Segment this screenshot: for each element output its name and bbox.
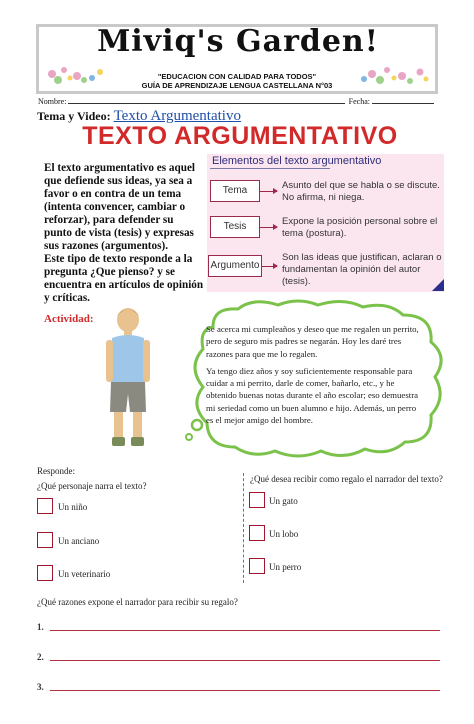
divider: [243, 473, 244, 583]
divider: [210, 168, 330, 169]
brand-title: Miviq's Garden!: [97, 24, 379, 59]
option-label: Un niño: [58, 502, 88, 512]
topic-video-link[interactable]: Texto Argumentativo: [113, 108, 241, 124]
topic-label: Tema y Video:: [37, 109, 111, 123]
tag-argumento: Argumento: [208, 255, 262, 277]
arrow-icon: [260, 227, 277, 228]
checkbox-un-anciano[interactable]: [37, 532, 53, 548]
name-date-row: [38, 97, 438, 106]
checkbox-un-lobo[interactable]: [249, 525, 265, 541]
option-label: Un perro: [269, 562, 302, 572]
desc-argumento: Son las ideas que justifican, aclaran o fundamentan la opinión del autor (tesis).: [282, 252, 442, 287]
activity-text: [206, 323, 420, 431]
option-label: Un gato: [269, 496, 298, 506]
slogan: "EDUCACION CON CALIDAD PARA TODOS": [157, 72, 317, 81]
desc-tesis: Expone la posición personal sobre el tema (postura).: [282, 216, 438, 239]
corner-fold: [432, 279, 444, 291]
arrow-icon: [262, 266, 277, 267]
intro-paragraph: Este tipo de texto responde a la pregunta ¿Que pienso? y se encuentra en artículos de opinión y críticas.: [44, 253, 204, 304]
date-label: Fecha:: [348, 97, 370, 106]
answer-line-2[interactable]: [50, 660, 440, 661]
activity-paragraph: Ya tengo diez años y soy suficientemente responsable para cuidar a mi perrito, darle de comer, bañarlo, etc., y he obtenido buenas notas durante el año escolar; eso demuestra mi seriedad como un buen alumno e hijo. Además, un perro es el mejor amigo del hombre.: [206, 365, 419, 426]
page-title: TEXTO ARGUMENTATIVO: [82, 122, 398, 150]
question-3: ¿Qué razones expone el narrador para recibir su regalo?: [37, 597, 238, 607]
date-field[interactable]: [372, 97, 434, 104]
checkbox-un-gato[interactable]: [249, 492, 265, 508]
answer-number: 1.: [37, 622, 44, 632]
answer-line-3[interactable]: [50, 690, 440, 691]
name-label: Nombre:: [38, 97, 67, 106]
tag-tesis: Tesis: [210, 216, 260, 238]
checkbox-un-perro[interactable]: [249, 558, 265, 574]
option-label: Un veterinario: [58, 569, 111, 579]
option-label: Un lobo: [269, 529, 299, 539]
intro-text: [44, 162, 204, 305]
answer-line-1[interactable]: [50, 630, 440, 631]
intro-paragraph: El texto argumentativo es aquel que defiende sus ideas, ya sea a favor o en contra de un tema (intenta convencer, cambiar o reforzar), para defender su punto de vista (tesis) y expresas sus razones (argumentos).: [44, 162, 196, 252]
option-label: Un anciano: [58, 536, 100, 546]
responde-label: Responde:: [37, 466, 75, 476]
question-1: ¿Qué personaje narra el texto?: [37, 481, 147, 491]
checkbox-un-veterinario[interactable]: [37, 565, 53, 581]
activity-paragraph: Se acerca mi cumpleaños y deseo que me regalen un perrito, pero de seguro mis padres se negarán. Hoy les daré tres razones para que me lo regalen.: [206, 324, 419, 359]
desc-tema: Asunto del que se habla o se discute. No afirma, ni niega.: [282, 180, 440, 203]
answer-number: 2.: [37, 652, 44, 662]
answer-number: 3.: [37, 682, 44, 692]
guide-title: GUÍA DE APRENDIZAJE LENGUA CASTELLANA N°03: [141, 81, 333, 90]
name-field[interactable]: [68, 97, 344, 104]
elements-title: Elementos del texto argumentativo: [212, 155, 382, 167]
tag-tema: Tema: [210, 180, 260, 202]
arrow-icon: [260, 191, 277, 192]
checkbox-un-nino[interactable]: [37, 498, 53, 514]
question-2: ¿Qué desea recibir como regalo el narrador del texto?: [250, 474, 443, 484]
activity-label: Actividad:: [44, 313, 94, 325]
boy-illustration: [98, 304, 158, 454]
